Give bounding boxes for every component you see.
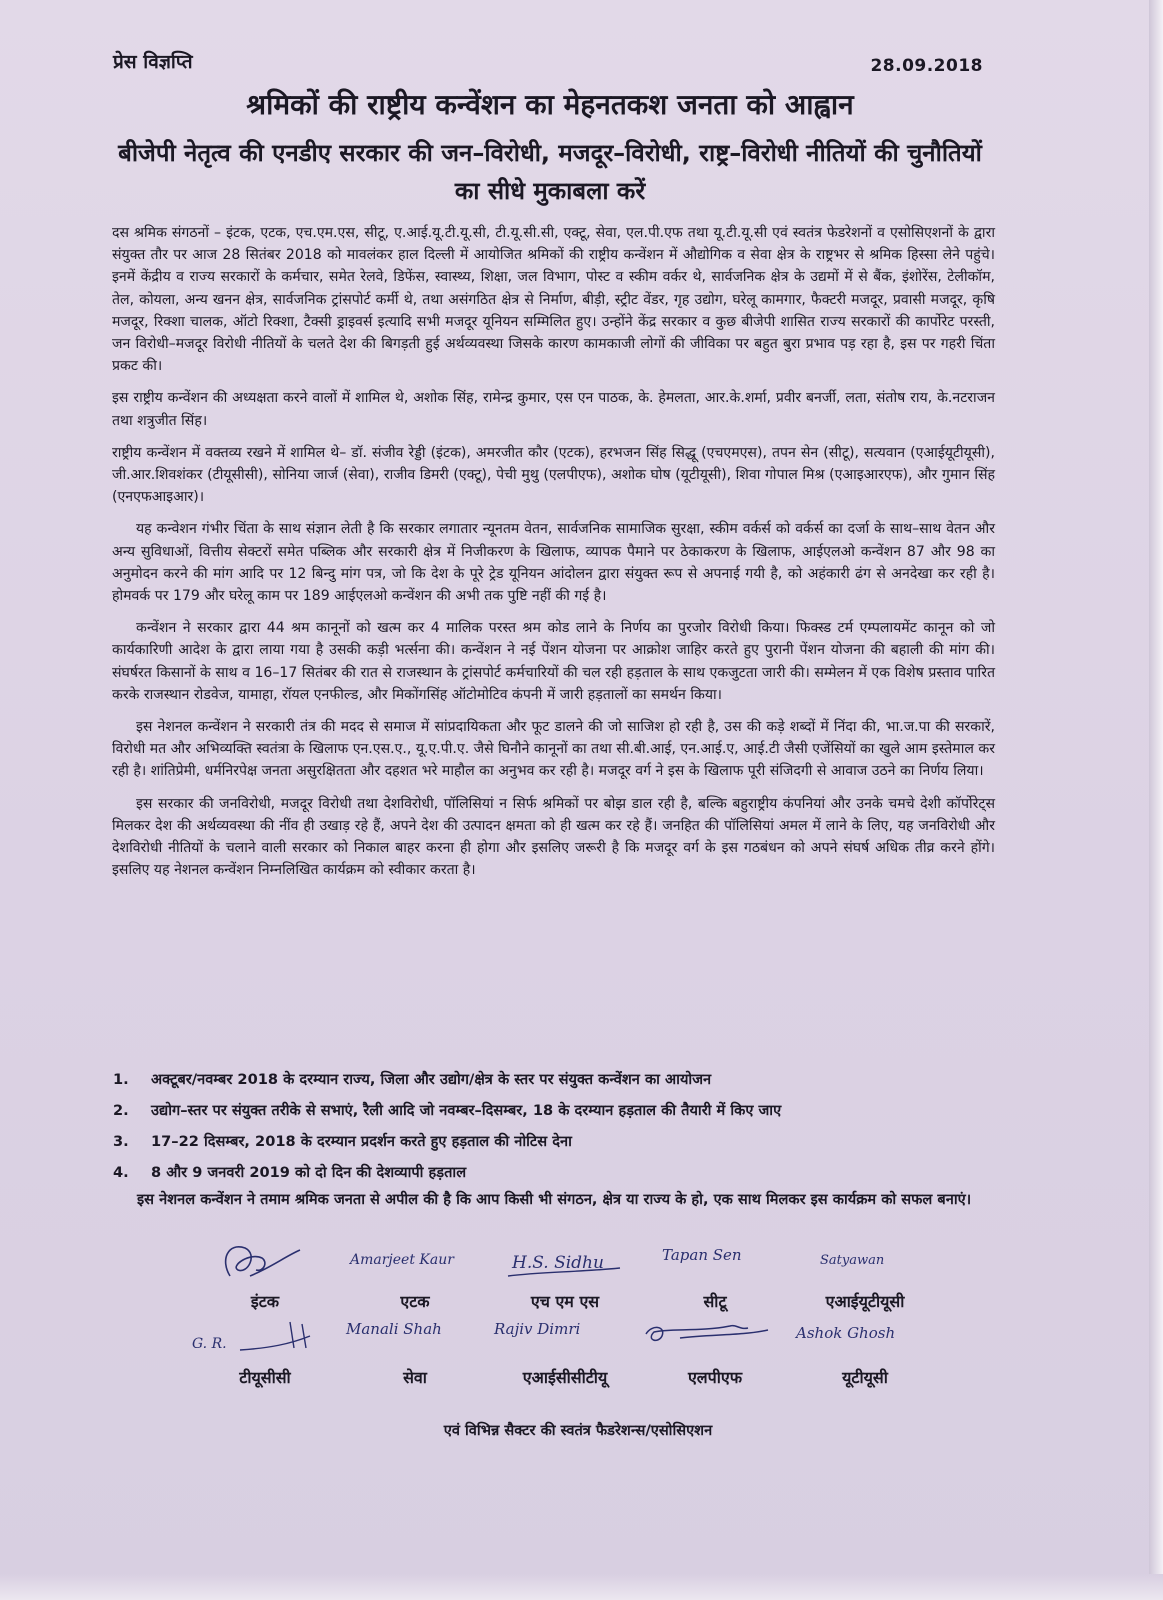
- signature-mark: [190, 1314, 340, 1364]
- signatory-tucc: [190, 1314, 340, 1394]
- signatory-org: टीयूसीसी: [239, 1368, 291, 1387]
- signature-row-1: [190, 1238, 970, 1318]
- signature-mark: [790, 1314, 940, 1364]
- paragraph-2: इस राष्ट्रीय कन्वेंशन की अध्यक्षता करने वालों में शामिल थे, अशोक सिंह, रामेन्द्र कुमार, एस एन पाठक, के. हेमलता, आर.के.शर्मा, प्रवीर बनर्जी, लता, संतोष राय, के.नटराजन तथा शत्रुजीत सिंह।: [112, 390, 995, 429]
- signatory-hms: [490, 1238, 640, 1318]
- svg-text:Satyawan: Satyawan: [820, 1253, 885, 1268]
- paragraph-4: यह कन्वेशन गंभीर चिंता के साथ संज्ञान लेती है कि सरकार लगातार न्यूनतम वेतन, सार्वजनिक सामाजिक सुरक्षा, स्कीम वर्कर्स को वर्कर्स का दर्जा के साथ–साथ वेतन और अन्य सुविधाओं, वित्तीय सेक्टरों समेत पब्लिक और सरकारी क्षेत्र में निजीकरण के खिलाफ, व्यापक पैमाने पर ठेकाकरण के खिलाफ, आईएलओ कन्वेंशन 87 और 98 का अनुमोदन करने की मांग आदि पर 12 बिन्दु मांग पत्र, जो कि देश के पूरे ट्रेड यूनियन आंदोलन द्वारा संयुक्त रूप से अपनाई गयी है, को अहंकारी ढंग से अनदेखा कर रही है। होमवर्क पर 179 और घरेलू काम पर 189 आईएलओ कन्वेंशन की अभी तक पुष्टि नहीं की गई है।: [112, 521, 995, 605]
- signature-mark: [340, 1314, 490, 1364]
- signature-mark: [640, 1238, 790, 1288]
- signature-mark: [490, 1238, 640, 1288]
- page-edge-bottom: [0, 1574, 1163, 1600]
- header-row: [113, 44, 983, 78]
- signatory-org: इंटक: [250, 1292, 280, 1311]
- paragraph-6: इस नेशनल कन्वेंशन ने सरकारी तंत्र की मदद से समाज में सांप्रदायिकता और फूट डालने की जो साजिश हो रही है, उस की कड़े शब्दों में निंदा की, भा.ज.पा की सरकारें, विरोधी मत और अभिव्यक्ति स्वतंत्रा के खिलाफ एन.एस.ए., यू.ए.पी.ए. जैसे घिनौने कानूनों का तथा सी.बी.आई, एन.आई.ए, आई.टी जैसी एजेंसियों का खुले आम इस्तेमाल कर रही है। शांतिप्रेमी, धर्मनिरपेक्ष जनता असुरक्षितता और दहशत भरे माहौल का अनुभव कर रही है। मजदूर वर्ग ने इस के खिलाफ पूरी संजिदगी से आवाज उठने का निर्णय लिया।: [112, 719, 995, 780]
- document-title: श्रमिकों की राष्ट्रीय कन्वेंशन का मेहनतकश जनता को आह्वान: [246, 88, 854, 121]
- body-text: [112, 222, 995, 891]
- document-subtitle: बीजेपी नेतृत्व की एनडीए सरकार की जन–विरोधी, मजदूर–विरोधी, राष्ट्र–विरोधी नीतियों की चुनौतियों का सीधे मुकाबला करें: [118, 139, 982, 205]
- list-text: अक्टूबर/नवम्बर 2018 के दरम्यान राज्य, जिला और उद्योग/क्षेत्र के स्तर पर संयुक्त कन्वेंशन का आयोजन: [151, 1071, 712, 1088]
- signatory-aituc: [340, 1238, 490, 1318]
- appeal-text: इस नेशनल कन्वेंशन ने तमाम श्रमिक जनता से अपील की है कि आप किसी भी संगठन, क्षेत्र या राज्य के हो, एक साथ मिलकर इस कार्यक्रम को सफल बनाएं।: [137, 1191, 972, 1208]
- signature-mark: [790, 1238, 940, 1288]
- list-item: [113, 1095, 993, 1126]
- svg-text:Manali Shah: Manali Shah: [346, 1320, 442, 1338]
- signatory-org: यूटीयूसी: [842, 1368, 888, 1387]
- svg-text:H.S. Sidhu: H.S. Sidhu: [512, 1253, 604, 1273]
- list-number: 3.: [113, 1133, 129, 1150]
- signatory-sewa: [340, 1314, 490, 1394]
- list-item: [113, 1064, 993, 1095]
- signatory-org: एटक: [400, 1292, 430, 1311]
- list-text: उद्योग–स्तर पर संयुक्त तरीके से सभाएं, रैली आदि जो नवम्बर–दिसम्बर, 18 के दरम्यान हड़ताल की तैयारी में किए जाए: [151, 1102, 782, 1119]
- list-text: 8 और 9 जनवरी 2019 को दो दिन की देशव्यापी हड़ताल: [151, 1164, 467, 1181]
- paragraph-7: इस सरकार की जनविरोधी, मजदूर विरोधी तथा देशविरोधी, पॉलिसियां न सिर्फ श्रमिकों पर बोझ डाल रही है, बल्कि बहुराष्ट्रीय कंपनियां और उनके चमचे देशी कॉर्पोरेट्स मिलकर देश की अर्थव्यवस्था की नींव ही उखाड़ रहे हैं, अपने देश की उत्पादन क्षमता को ही खत्म कर रहे हैं। जनहित की पॉलिसियां अमल में लाने के लिए, यह जनविरोधी और देशविरोधी नीतियों के चलाने वाली सरकार को निकाल बाहर करना ही होगा और इसलिए जरूरी है कि मजदूर वर्ग के इस गठबंधन को अपने संघर्ष अधिक तीव्र करने होंगे। इसलिए यह नेशनल कन्वेंशन निम्नलिखित कार्यक्रम को स्वीकार करता है।: [112, 795, 995, 879]
- list-item: [113, 1126, 993, 1157]
- signatory-org: एच एम एस: [530, 1292, 600, 1311]
- footer-note: एवं विभिन्न सैक्टर की स्वतंत्र फैडरेशन्स/एसोसिएशन: [443, 1422, 713, 1439]
- list-number: 1.: [113, 1071, 129, 1088]
- svg-text:G. R.: G. R.: [192, 1336, 227, 1352]
- paragraph-1: दस श्रमिक संगठनों – इंटक, एटक, एच.एम.एस, सीटू, ए.आई.यू.टी.यू.सी, टी.यू.सी.सी, एक्टू, सेवा, एल.पी.एफ तथा यू.टी.यू.सी एवं स्वतंत्र फेडरेशनों व एसोसिएशनों के द्वारा संयुक्त तौर पर आज 28 सितंबर 2018 को मावलंकर हाल दिल्ली में आयोजित श्रमिकों की राष्ट्रीय कन्वेंशन में औद्योगिक व सेवा क्षेत्र के राष्ट्रभर से श्रमिक हिस्सा लेने पहुंचे। इनमें केंद्रीय व राज्य सरकारों के कर्मचार, समेत रेलवे, डिफेंस, स्वास्थ्य, शिक्षा, जल विभाग, पोस्ट व स्कीम वर्कर थे, सार्वजनिक क्षेत्र के उद्यमों में से बैंक, इंशोरेंस, टेलीकॉम, तेल, कोयला, अन्य खनन क्षेत्र, सार्वजनिक ट्रांसपोर्ट कर्मी थे, तथा असंगठित क्षेत्र से निर्माण, बीड़ी, स्ट्रीट वेंडर, गृह उद्योग, घरेलू कामगार, फैक्टरी मजदूर, प्रवासी मजदूर, कृषि मजदूर, रिक्शा चालक, ऑटो रिक्शा, टैक्सी ड्राइवर्स इत्यादि सभी मजदूर यूनियन सम्मिलित हुए। उन्होंने केंद्र सरकार व कुछ बीजेपी शासित राज्य सरकारों की कार्पोरेट परस्ती, जन विरोधी–मजदूर विरोधी नीतियों के चलते देश की बिगड़ती हुई अर्थव्यवस्था जिसके कारण कामकाजी लोगों की जीविका पर बहुत बुरा प्रभाव पड़ रहा है, इस पर गहरी चिंता प्रकट की।: [112, 225, 995, 375]
- list-number: 4.: [113, 1164, 129, 1181]
- svg-text:Rajiv Dimri: Rajiv Dimri: [494, 1320, 581, 1338]
- signatory-aicctu: [490, 1314, 640, 1394]
- press-release-label: प्रेस विज्ञप्ति: [113, 51, 193, 73]
- list-item: [113, 1157, 993, 1188]
- signatory-org: एलपीएफ: [687, 1368, 743, 1387]
- paragraph-3: राष्ट्रीय कन्वेंशन में वक्तव्य रखने में शामिल थे– डॉ. संजीव रेड्डी (इंटक), अमरजीत कौर (एटक), हरभजन सिंह सिद्धू (एचएमएस), तपन सेन (सीटू), सत्यवान (एआईयूटीयूसी), जी.आर.शिवशंकर (टीयूसीसी), सोनिया जार्ज (सेवा), राजीव डिमरी (एक्टू), पेची मुथु (एलपीएफ), अशोक घोष (यूटीयूसी), शिवा गोपाल मिश्र (एआइआरएफ), और गुमान सिंह (एनएफआइआर)।: [112, 444, 995, 506]
- signatory-org: सीटू: [703, 1292, 727, 1311]
- list-text: 17–22 दिसम्बर, 2018 के दरम्यान प्रदर्शन करते हुए हड़ताल की नोटिस देना: [151, 1133, 572, 1150]
- programme-list: [113, 1064, 993, 1188]
- signature-mark: [490, 1314, 640, 1364]
- svg-text:Amarjeet Kaur: Amarjeet Kaur: [350, 1252, 454, 1268]
- signatory-citu: [640, 1238, 790, 1318]
- paragraph-5: कन्वेंशन ने सरकार द्वारा 44 श्रम कानूनों को खत्म कर 4 मालिक परस्त श्रम कोड लाने के निर्णय का पुरजोर विरोधी किया। फिक्स्ड टर्म एम्पलायमेंट कानून को जो कार्यकारिणी आदेश के द्वारा लाया गया है उसकी कड़ी भर्त्सना की। कन्वेंशन ने नई पेंशन योजना पर आक्रोश जाहिर करते हुए पुरानी पेंशन योजना की बहाली की मांग की। संघर्षरत किसानों के साथ व 16–17 सितंबर की रात से राजस्थान के ट्रांसपोर्ट कर्मचारियों की चल रही हड़ताल के साथ एकजुटता जारी की। सम्मेलन में एक विशेष प्रस्ताव पारित करके राजस्थान रोडवेज, यामाहा, रॉयल एनफील्ड, और मिकोंगसिंह ऑटोमोटिव कंपनी में जारी हड़तालों का समर्थन किया।: [112, 620, 995, 703]
- svg-text:Ashok Ghosh: Ashok Ghosh: [796, 1324, 896, 1342]
- signature-mark: [640, 1314, 790, 1364]
- page-edge: [1149, 0, 1163, 1600]
- signatory-utuc: [790, 1314, 940, 1394]
- signature-mark: [340, 1238, 490, 1288]
- release-date: 28.09.2018: [870, 56, 983, 76]
- list-number: 2.: [113, 1102, 129, 1119]
- signatory-org: सेवा: [403, 1368, 427, 1387]
- signatory-org: एआईसीसीटीयू: [522, 1368, 608, 1387]
- svg-text:Tapan Sen: Tapan Sen: [662, 1246, 742, 1264]
- signatory-intuc: [190, 1238, 340, 1318]
- signature-row-2: [190, 1314, 970, 1394]
- signatory-org: एआईयूटीयूसी: [825, 1292, 905, 1311]
- signature-mark: [190, 1238, 340, 1288]
- signatory-lpf: [640, 1314, 790, 1394]
- signatory-aiutuc: [790, 1238, 940, 1318]
